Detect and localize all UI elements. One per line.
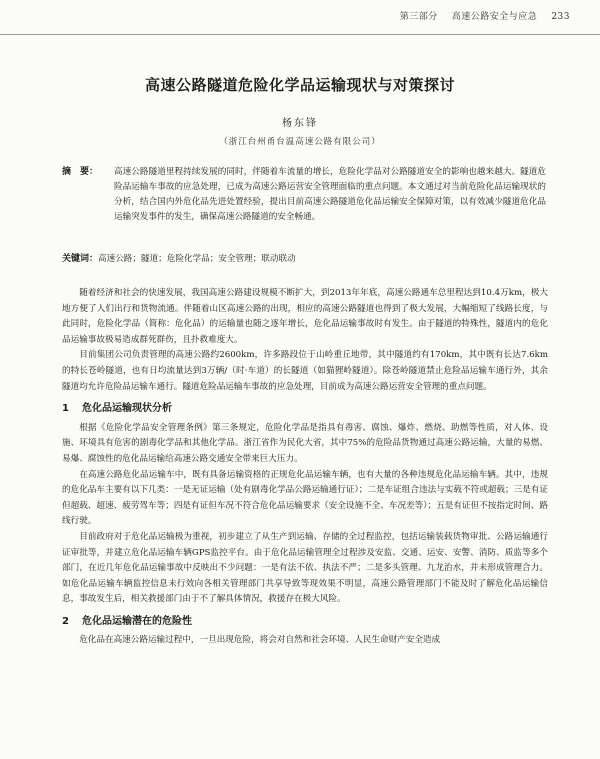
section1-paragraph: 目前政府对于危化品运输极为重视，初步建立了从生产到运输、存储的全过程监控，包括运输装载货物审批、公路运输通行证审批等，并建立危化品运输车辆GPS监控平台。由于危化品运输管理全过程涉及安监、交通、运安、安警、消防、质监等多个部门，在近几年危化品运输事故中反映出不少问题：一是有法不依、执法不严；二是多头管理、九龙治水，并未形成管理合力。如危化品运输车辆监控信息未行效向各相关管理部门共享导致等现效果不明显，高速公路管理部门不能及时了解危化品运输信息，事故发生后，相关救援部门由于不了解具体情况，救援存在极大风险。: [62, 531, 548, 605]
body-text: [62, 286, 548, 649]
section-title: 危化品运输现状分析: [82, 403, 172, 415]
section2-paragraph: 危化品在高速公路运输过程中，一旦出现危险，将会对自然和社会环境、人民生命财产安全造成: [79, 635, 441, 646]
intro-paragraph: 目前集团公司负责管理的高速公路约2600km，许多路段位于山岭重丘地带，其中隧道约有170km，其中既有长达7.6km的特长苍岭隧道，也有日均流量达到3万辆/（时·车道）的长隧道（如猫狸岭隧道）。除苍岭隧道禁止危险品运输车通行外，其余隧道均允许危险品运输车通行。隧道危险品运输车事故的应急处理，目前成为高速公路运营安全管理的重点问题。: [62, 350, 548, 392]
abstract-text: 高速公路隧道里程持续发展的同时，伴随着车流量的增长，危险化学品对公路隧道安全的影响也越来越大。隧道危险品运输车事故的应急处理，已成为高速公路运营安全管理面临的重点问题。本文通过对当前危险化品运输现状的分析，结合国内外危化品先进处置经验，提出目前高速公路隧道危化品运输安全保障对策，以有效减少隧道危化品运输突发事件的发生，确保高速公路隧道的安全畅通。: [114, 167, 546, 222]
section1-paragraph: 在高速公路危化品运输车中，既有具备运输资格的正规危化品运输车辆，也有大量的各种违规危化品运输车辆。其中，违规的危化品车主要有以下几类：一是无证运输（处有剧毒化学品公路运输通行证）；二是车证组合违法与实载不符或超载；三是有证但超载、超速、疲劳驾车等；四是有证但车况不符合危化品运输要求（安全设施不全、车况差等）；五是有证但不按指定时间、路线行驶。: [62, 469, 548, 527]
page-number: 233: [551, 12, 570, 22]
abstract: [62, 165, 546, 225]
header-part: 第三部分: [399, 12, 438, 22]
keywords-text: 高速公路；隧道；危险化学品；安全管理；联动联动: [98, 254, 296, 264]
section-number: 2: [62, 615, 69, 627]
abstract-label: 摘 要：: [62, 167, 99, 177]
header-section: 高速公路安全与应急: [451, 12, 538, 22]
running-head: [386, 9, 570, 22]
paper-title: 高速公路隧道危险化学品运输现状与对策探讨: [144, 76, 455, 94]
header-bar: [0, 0, 600, 35]
author-affiliation: （浙江台州甬台温高速公路有限公司）: [219, 137, 381, 147]
author-name: 杨东锋: [282, 118, 318, 129]
section-heading-1: [62, 401, 548, 417]
section-title: 危化品运输潜在的危险性: [82, 615, 192, 627]
keywords: [62, 252, 546, 267]
section-heading-2: [62, 614, 548, 630]
section-number: 1: [62, 403, 69, 415]
intro-paragraph: 随着经济和社会的快速发展，我国高速公路建设规模不断扩大，到2013年年底，高速公路通车总里程达到10.4万km，极大地方便了人们出行和货物流通。伴随着山区高速公路的出现，相应的高速公路隧道也得到了极大发展，大幅缩短了线路长度，与此同时，危险化学品（简称：危化品）的运输量也随之逐年增长，危化品运输事故时有发生。由于隧道的特殊性，隧道内的危化品运输事故极易造成群死群伤，且扑救难度大。: [62, 288, 548, 345]
section1-paragraph: 根据《危险化学品安全管理条例》第三条规定，危险化学品是指具有毒害、腐蚀、爆炸、燃烧、助燃等性质，对人体、设施、环境具有危害的剧毒化学品和其他化学品。浙江省作为民化大省，其中75%的危险品货物通过高速公路运输，大量的易燃、易爆、腐蚀性的危化品运输给高速公路交通安全带来巨大压力。: [62, 422, 548, 464]
keywords-label: 关键词：: [62, 254, 99, 264]
